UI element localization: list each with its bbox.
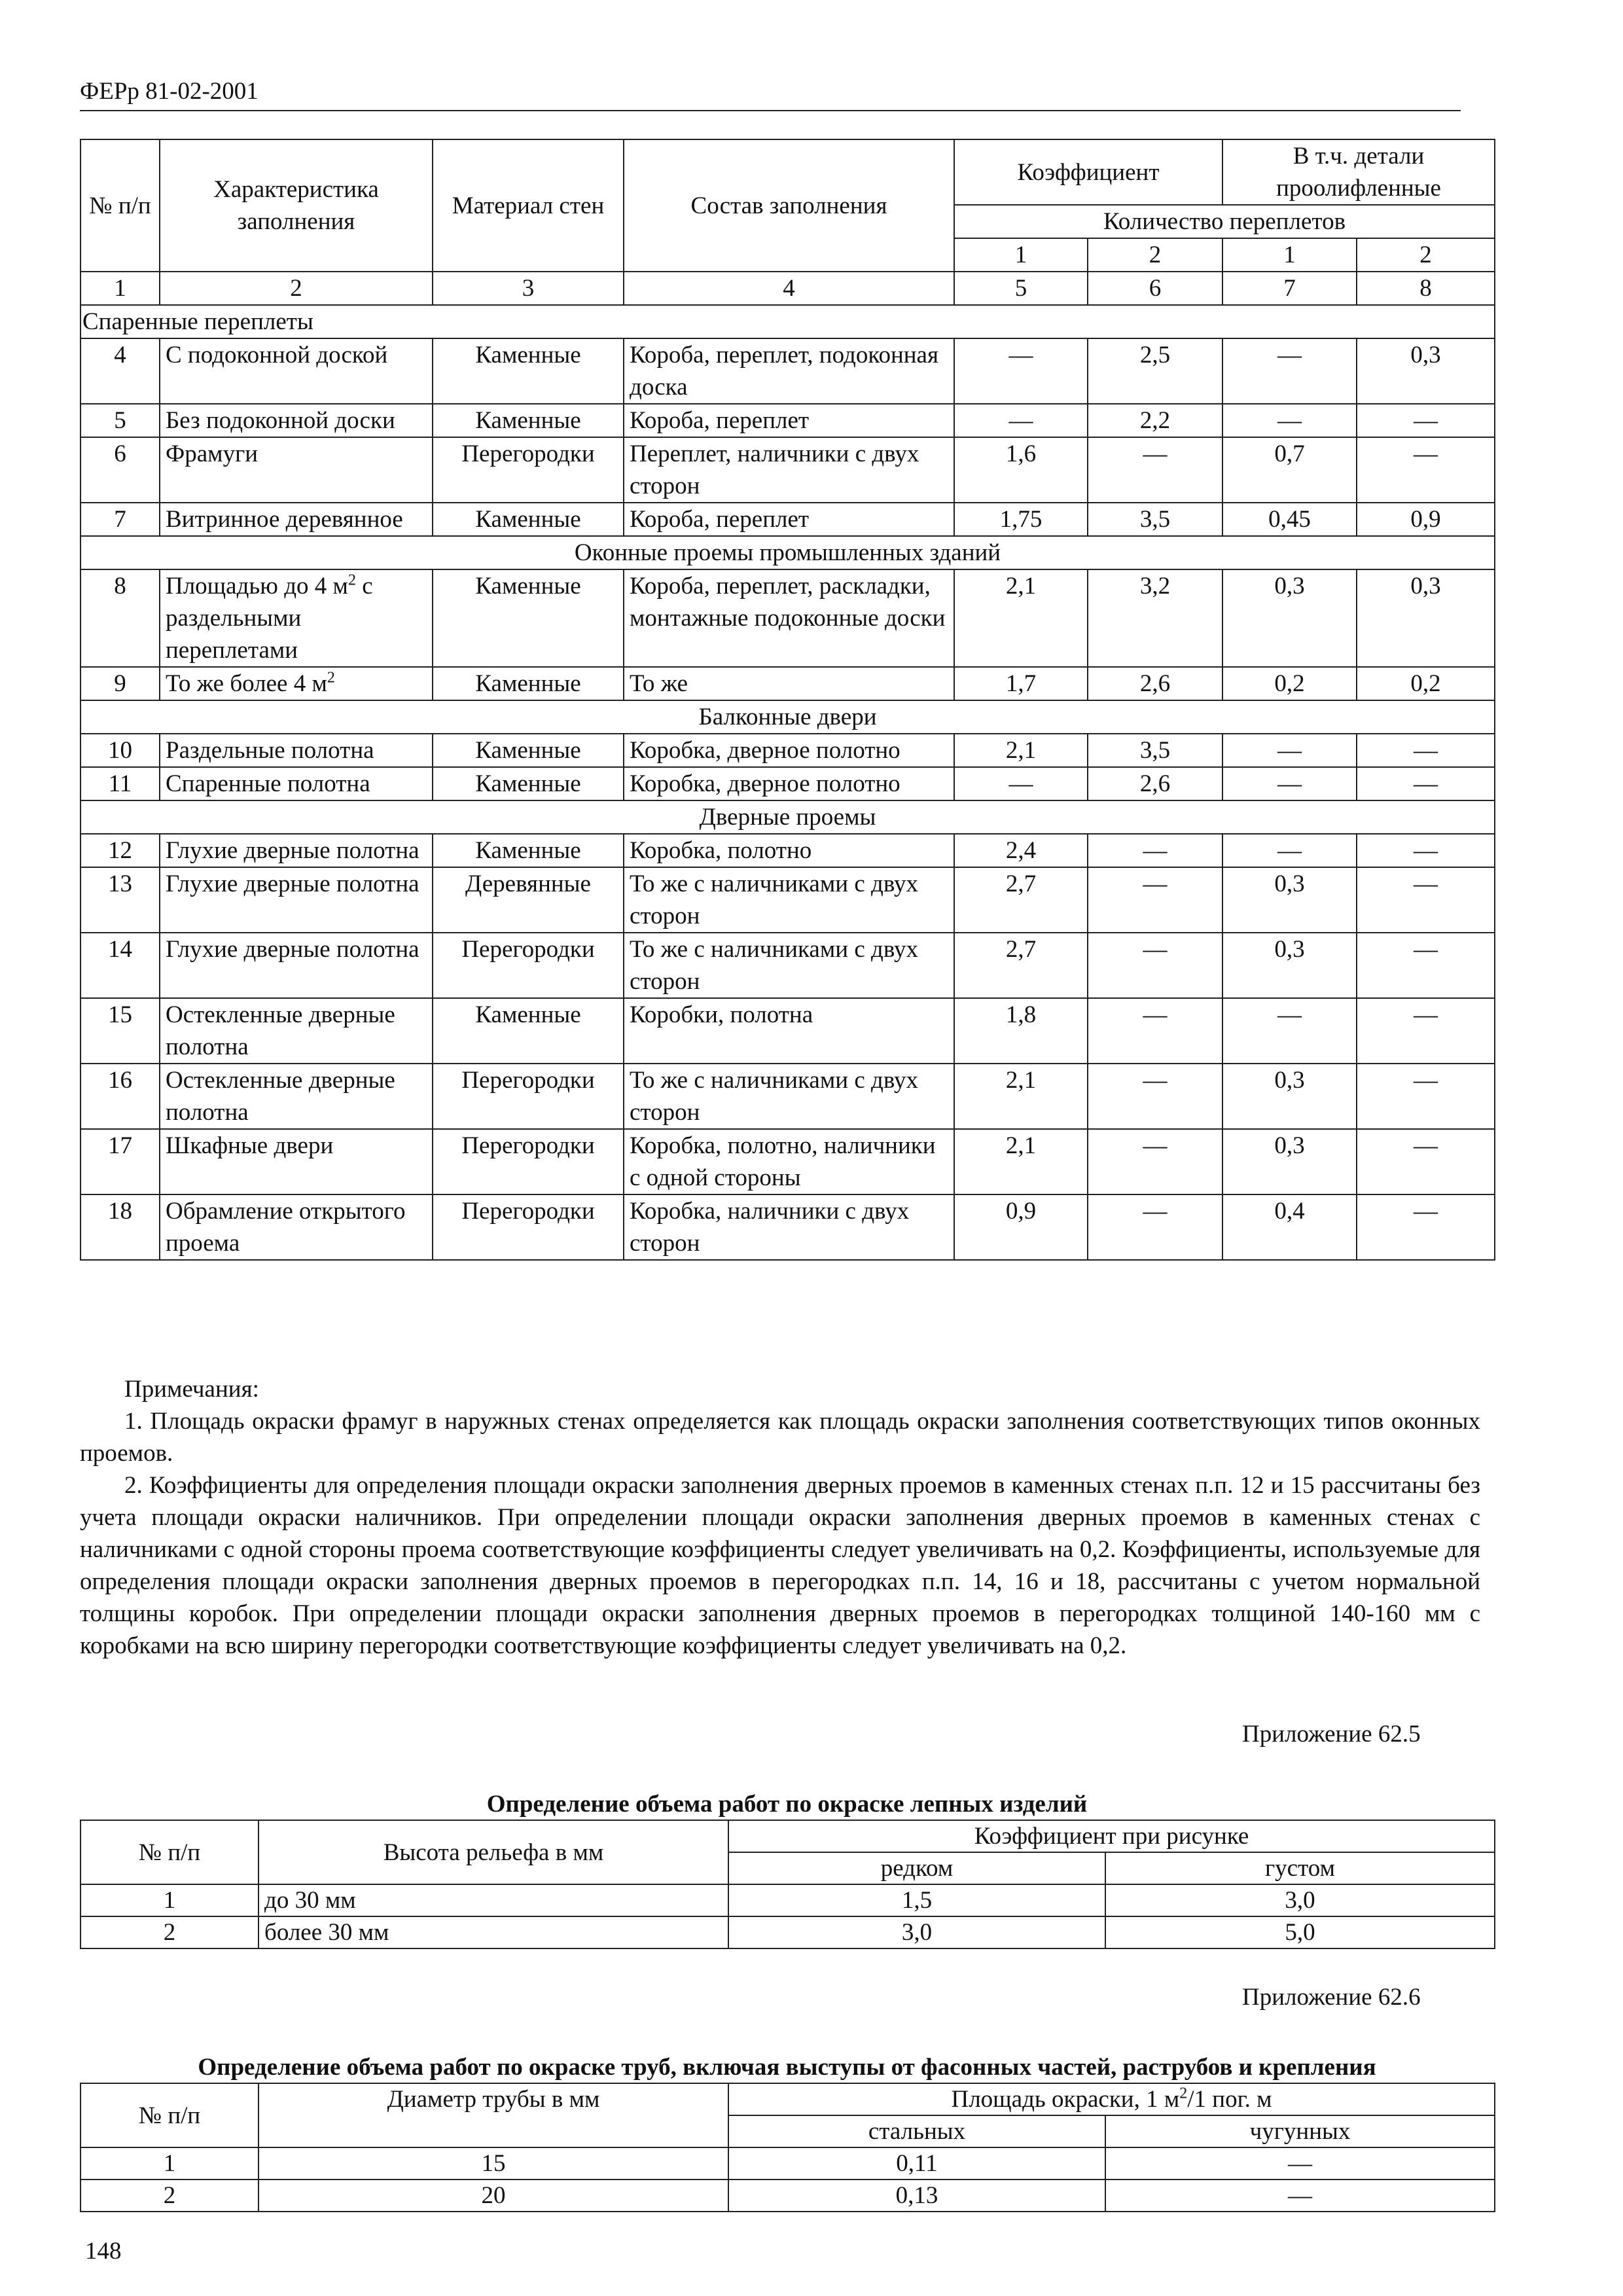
appendix-label: Приложение 62.5 xyxy=(1242,1721,1421,1748)
cell-composition: Короба, переплет xyxy=(624,404,954,437)
cell-characteristic: Без подоконной доски xyxy=(160,404,433,437)
cell-composition: Коробка, наличники с двух сторон xyxy=(624,1194,954,1260)
stucco-table xyxy=(80,1820,1495,1949)
column-number: 1 xyxy=(80,272,160,305)
cell-no: 2 xyxy=(80,2179,259,2212)
cell-value: 0,9 xyxy=(954,1194,1088,1260)
cell-no: 5 xyxy=(80,404,160,437)
table-caption: Определение объема работ по окраске лепных изделий xyxy=(486,1791,1088,1818)
cell-value: 0,3 xyxy=(1357,338,1495,404)
cell-value: 2,6 xyxy=(1088,767,1222,800)
cell-composition: То же с наличниками с двух сторон xyxy=(624,1064,954,1129)
cell-characteristic: С подоконной доской xyxy=(160,338,433,404)
cell-characteristic: Остекленные дверные полотна xyxy=(160,998,433,1064)
cell-composition: Коробка, полотно, наличники с одной стороны xyxy=(624,1129,954,1194)
header-coefficient: Коэффициент xyxy=(954,139,1222,205)
notes-block xyxy=(80,1373,1480,1662)
cell-value: 1,8 xyxy=(954,998,1088,1064)
table-row xyxy=(80,338,1495,404)
cell-value: — xyxy=(1088,1064,1222,1129)
header-no: № п/п xyxy=(80,139,160,272)
cell-characteristic: То же более 4 $м^2$ xyxy=(160,667,433,700)
cell-composition: То же xyxy=(624,667,954,700)
cell-material: Перегородки xyxy=(433,1194,624,1260)
column-number: 2 xyxy=(160,272,433,305)
table-row xyxy=(80,1916,1495,1948)
cell-value: 2,1 xyxy=(954,569,1088,667)
header-rule xyxy=(80,110,1461,111)
table-row xyxy=(80,437,1495,503)
cell-no: 15 xyxy=(80,998,160,1064)
section-heading: Оконные проемы промышленных зданий xyxy=(80,536,1495,569)
cell-value: 2,6 xyxy=(1088,667,1222,700)
cell-material: Перегородки xyxy=(433,437,624,503)
cell-value: — xyxy=(1222,338,1357,404)
cell-value: 2,4 xyxy=(954,834,1088,867)
cell-value: — xyxy=(1357,1194,1495,1260)
cell-material: Перегородки xyxy=(433,1064,624,1129)
cell-value: 0,11 xyxy=(728,2147,1105,2179)
cell-value: 0,3 xyxy=(1357,569,1495,667)
cell-no: 13 xyxy=(80,867,160,933)
header-oiled-details: В т.ч. детали проолифленные xyxy=(1222,139,1495,205)
cell-diameter: 20 xyxy=(259,2179,728,2212)
cell-characteristic: Глухие дверные полотна xyxy=(160,933,433,998)
cell-no: 4 xyxy=(80,338,160,404)
note-2: 2. Коэффициенты для определения площади окраски заполнения дверных проемов в каменных стенах п.п. 12 и 15 рассчитаны без учета площади окраски наличников. При определении площади окраски заполнения дверных проемов в каменных стенах с наличниками с одной стороны проема соответствующие коэффициенты следует увеличивать на 0,2. Коэффициенты, используемые для определения площади окраски заполнения дверных проемов в перегородках п.п. 14, 16 и 18, рассчитаны с учетом нормальной толщины коробок. При определении площади окраски заполнения дверных проемов в перегородках толщиной 140-160 мм с коробками на всю ширину перегородки соответствующие коэффициенты следует увеличивать на 0,2. xyxy=(80,1472,1480,1659)
pipe-table xyxy=(80,2083,1495,2212)
column-number: 5 xyxy=(954,272,1088,305)
cell-value: 2,5 xyxy=(1088,338,1222,404)
cell-value: 0,13 xyxy=(728,2179,1105,2212)
cell-diameter: 15 xyxy=(259,2147,728,2179)
cell-value: — xyxy=(1088,998,1222,1064)
cell-composition: Коробка, полотно xyxy=(624,834,954,867)
cell-value: — xyxy=(1088,437,1222,503)
cell-composition: Короба, переплет, подоконная доска xyxy=(624,338,954,404)
cell-material: Каменные xyxy=(433,503,624,536)
header-cast-iron: чугунных xyxy=(1105,2115,1495,2147)
cell-value: 2,1 xyxy=(954,734,1088,767)
cell-value: — xyxy=(1357,767,1495,800)
cell-composition: Коробка, дверное полотно xyxy=(624,767,954,800)
cell-value: — xyxy=(1357,933,1495,998)
table-row xyxy=(80,867,1495,933)
cell-value: 2,2 xyxy=(1088,404,1222,437)
cell-value: 3,5 xyxy=(1088,734,1222,767)
table-row xyxy=(80,1064,1495,1129)
cell-value: 0,3 xyxy=(1222,933,1357,998)
header-frame-count: Количество переплетов xyxy=(954,205,1495,238)
cell-value: 0,45 xyxy=(1222,503,1357,536)
cell-value: — xyxy=(1088,1129,1222,1194)
cell-material: Каменные xyxy=(433,569,624,667)
cell-no: 14 xyxy=(80,933,160,998)
header-diameter: Диаметр трубы в мм xyxy=(259,2083,728,2147)
cell-no: 11 xyxy=(80,767,160,800)
cell-composition: Коробка, дверное полотно xyxy=(624,734,954,767)
header-steel: стальных xyxy=(728,2115,1105,2147)
coefficient-table xyxy=(80,139,1495,1261)
header-wall-material: Материал стен xyxy=(433,139,624,272)
cell-value: — xyxy=(1357,734,1495,767)
table-caption: Определение объема работ по окраске труб, включая выступы от фасонных частей, раструбов и крепления xyxy=(198,2054,1376,2081)
table-row xyxy=(80,503,1495,536)
cell-characteristic: Остекленные дверные полотна xyxy=(160,1064,433,1129)
cell-composition: То же с наличниками с двух сторон xyxy=(624,933,954,998)
header-dense: густом xyxy=(1105,1852,1495,1884)
cell-composition: Переплет, наличники с двух сторон xyxy=(624,437,954,503)
cell-no: 2 xyxy=(80,1916,259,1948)
cell-value: 1,5 xyxy=(728,1884,1105,1916)
cell-value: — xyxy=(1088,1194,1222,1260)
column-number: 3 xyxy=(433,272,624,305)
cell-value: — xyxy=(954,338,1088,404)
header-sub: 1 xyxy=(954,238,1088,272)
cell-height: более 30 мм xyxy=(259,1916,728,1948)
cell-no: 7 xyxy=(80,503,160,536)
table-row xyxy=(80,834,1495,867)
cell-value: 0,2 xyxy=(1357,667,1495,700)
cell-value: 0,3 xyxy=(1222,867,1357,933)
cell-material: Деревянные xyxy=(433,867,624,933)
cell-characteristic: Глухие дверные полотна xyxy=(160,867,433,933)
note-1: 1. Площадь окраски фрамуг в наружных стенах определяется как площадь окраски заполнения соответствующих типов оконных проемов. xyxy=(80,1408,1480,1467)
running-header: ФЕРр 81-02-2001 xyxy=(80,78,259,105)
cell-value: — xyxy=(1222,404,1357,437)
cell-value: — xyxy=(1357,834,1495,867)
cell-value: 5,0 xyxy=(1105,1916,1495,1948)
cell-value: — xyxy=(1105,2147,1495,2179)
cell-value: 2,7 xyxy=(954,867,1088,933)
cell-value: — xyxy=(1088,867,1222,933)
header-characteristic: Характеристика заполнения xyxy=(160,139,433,272)
cell-value: 0,9 xyxy=(1357,503,1495,536)
cell-material: Перегородки xyxy=(433,1129,624,1194)
cell-value: 3,0 xyxy=(1105,1884,1495,1916)
header-sub: 2 xyxy=(1088,238,1222,272)
cell-material: Каменные xyxy=(433,734,624,767)
cell-value: 0,3 xyxy=(1222,1064,1357,1129)
appendix-label: Приложение 62.6 xyxy=(1242,1984,1421,2011)
table-row xyxy=(80,569,1495,667)
cell-composition: Короба, переплет xyxy=(624,503,954,536)
column-number: 4 xyxy=(624,272,954,305)
section-heading: Дверные проемы xyxy=(80,800,1495,834)
cell-composition: То же с наличниками с двух сторон xyxy=(624,867,954,933)
cell-height: до 30 мм xyxy=(259,1884,728,1916)
cell-value: — xyxy=(1088,834,1222,867)
table-row xyxy=(80,1194,1495,1260)
cell-characteristic: Глухие дверные полотна xyxy=(160,834,433,867)
header-no: № п/п xyxy=(80,1820,259,1884)
cell-value: — xyxy=(1357,1129,1495,1194)
cell-characteristic: Фрамуги xyxy=(160,437,433,503)
cell-no: 12 xyxy=(80,834,160,867)
column-number: 7 xyxy=(1222,272,1357,305)
cell-characteristic: Витринное деревянное xyxy=(160,503,433,536)
cell-value: 0,3 xyxy=(1222,569,1357,667)
cell-value: — xyxy=(1222,834,1357,867)
page-number: 148 xyxy=(85,2238,122,2265)
header-sub: 1 xyxy=(1222,238,1357,272)
cell-no: 16 xyxy=(80,1064,160,1129)
cell-composition: Коробки, полотна xyxy=(624,998,954,1064)
header-composition: Состав заполнения xyxy=(624,139,954,272)
table-row xyxy=(80,767,1495,800)
section-heading: Спаренные переплеты xyxy=(80,305,1495,338)
cell-material: Каменные xyxy=(433,834,624,867)
cell-value: — xyxy=(1357,867,1495,933)
table-row xyxy=(80,998,1495,1064)
header-area: Площадь окраски, 1 $м^2/1$ пог. м xyxy=(728,2083,1495,2115)
table-row xyxy=(80,734,1495,767)
cell-no: 1 xyxy=(80,1884,259,1916)
header-coefficient: Коэффициент при рисунке xyxy=(728,1820,1495,1852)
cell-value: — xyxy=(1357,998,1495,1064)
cell-no: 9 xyxy=(80,667,160,700)
table-row xyxy=(80,667,1495,700)
cell-value: 1,7 xyxy=(954,667,1088,700)
table-row xyxy=(80,2179,1495,2212)
cell-material: Каменные xyxy=(433,998,624,1064)
cell-no: 1 xyxy=(80,2147,259,2179)
header-rare: редком xyxy=(728,1852,1105,1884)
cell-value: — xyxy=(1357,404,1495,437)
table-row xyxy=(80,1129,1495,1194)
cell-value: — xyxy=(954,767,1088,800)
cell-value: — xyxy=(1105,2179,1495,2212)
cell-value: — xyxy=(1357,437,1495,503)
cell-characteristic: Раздельные полотна xyxy=(160,734,433,767)
column-number: 8 xyxy=(1357,272,1495,305)
cell-material: Каменные xyxy=(433,404,624,437)
header-no: № п/п xyxy=(80,2083,259,2147)
cell-material: Каменные xyxy=(433,338,624,404)
cell-value: 3,0 xyxy=(728,1916,1105,1948)
cell-value: — xyxy=(954,404,1088,437)
header-sub: 2 xyxy=(1357,238,1495,272)
cell-material: Каменные xyxy=(433,667,624,700)
column-number: 6 xyxy=(1088,272,1222,305)
cell-value: 1,75 xyxy=(954,503,1088,536)
cell-value: 0,2 xyxy=(1222,667,1357,700)
cell-value: 1,6 xyxy=(954,437,1088,503)
cell-material: Перегородки xyxy=(433,933,624,998)
cell-value: — xyxy=(1222,734,1357,767)
cell-material: Каменные xyxy=(433,767,624,800)
cell-value: — xyxy=(1088,933,1222,998)
cell-value: 2,1 xyxy=(954,1129,1088,1194)
cell-characteristic: Площадью до 4 $м^2$ с раздельными переплетами xyxy=(160,569,433,667)
cell-value: — xyxy=(1222,998,1357,1064)
cell-value: 3,2 xyxy=(1088,569,1222,667)
cell-value: 0,3 xyxy=(1222,1129,1357,1194)
cell-value: 2,1 xyxy=(954,1064,1088,1129)
cell-no: 10 xyxy=(80,734,160,767)
cell-value: — xyxy=(1222,767,1357,800)
section-heading: Балконные двери xyxy=(80,700,1495,734)
header-relief-height: Высота рельефа в мм xyxy=(259,1820,728,1884)
cell-characteristic: Обрамление открытого проема xyxy=(160,1194,433,1260)
cell-composition: Короба, переплет, раскладки, монтажные подоконные доски xyxy=(624,569,954,667)
table-row xyxy=(80,404,1495,437)
cell-value: 3,5 xyxy=(1088,503,1222,536)
cell-no: 17 xyxy=(80,1129,160,1194)
cell-value: 0,7 xyxy=(1222,437,1357,503)
cell-value: — xyxy=(1357,1064,1495,1129)
cell-characteristic: Спаренные полотна xyxy=(160,767,433,800)
table-row xyxy=(80,1884,1495,1916)
cell-value: 0,4 xyxy=(1222,1194,1357,1260)
cell-no: 6 xyxy=(80,437,160,503)
notes-title: Примечания: xyxy=(124,1376,259,1403)
cell-value: 2,7 xyxy=(954,933,1088,998)
cell-no: 18 xyxy=(80,1194,160,1260)
table-row xyxy=(80,2147,1495,2179)
table-row xyxy=(80,933,1495,998)
cell-no: 8 xyxy=(80,569,160,667)
cell-characteristic: Шкафные двери xyxy=(160,1129,433,1194)
